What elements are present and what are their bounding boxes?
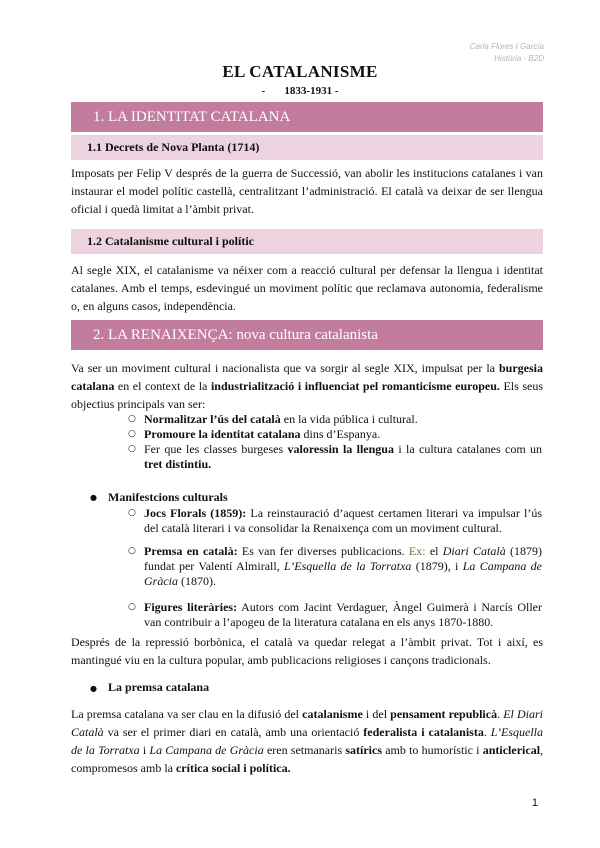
subsection-1-2-heading: 1.2 Catalanisme cultural i polític [71,229,543,254]
document-title: EL CATALANISME [222,62,378,81]
document-dates: - 1833-1931 - [261,85,339,97]
circle-bullet-icon: ○ [128,444,136,454]
objective-item: Fer que les classes burgeses valoressin la llengua i la cultura catalanes com un tret distintiu. [144,442,543,471]
section-2-heading: 2. LA RENAIXENÇA: nova cultura catalanista [71,320,543,350]
objective-item: Promoure la identitat catalana dins d’Espanya. [144,427,381,441]
manifestation-item: Premsa en català: Es van fer diverses publicacions. Ex: el Diari Català (1879) fundat per Valentí Almirall, L’Esquella de la Torratxa (1879), i La Campana de Gràcia (1870). [144,544,543,588]
bullet-dot-icon: ● [90,684,97,693]
circle-bullet-icon: ○ [128,508,136,518]
subsection-1-2-text: Al segle XIX, el catalanisme va néixer com a reacció cultural per defensar la llengua i identitat catalanes. Amb el temps, esdevingué un moviment polític que reclamava autonomia, federalisme o, en alguns casos, independència. [71,263,543,313]
bullet-dot-icon: ● [90,493,97,502]
subsection-1-1-heading: 1.1 Decrets de Nova Planta (1714) [71,135,543,160]
press-text: La premsa catalana va ser clau en la difusió del catalanisme i del pensament republicà. El Diari Català va ser el primer diari en català, amb una orientació federalista i catalanista. L’Esquella de la Torratxa i La Campana de Gràcia eren setmanaris satírics amb to humorístic i anticlerical, compromesos amb la crítica social i política. [71,707,544,775]
manifestations-label: Manifestcions culturals [108,490,228,504]
section-1-heading: 1. LA IDENTITAT CATALANA [71,102,543,132]
manifestation-item: Jocs Florals (1859): La reinstauració d’aquest certamen literari va impulsar l’ús del català literari i va consolidar la Renaixença com un moviment cultural. [144,506,543,535]
renaixenca-intro: Va ser un moviment cultural i nacionalista que va sorgir al segle XIX, impulsat per la burgesia catalana en el context de la industrialització i influenciat pel romanticisme europeu. Els seus objectius principals van ser: [71,361,544,411]
circle-bullet-icon: ○ [128,546,136,556]
objective-item: Normalitzar l’ús del català en la vida pública i cultural. [144,412,418,426]
circle-bullet-icon: ○ [128,429,136,439]
repression-text: Després de la repressió borbònica, el català va quedar relegat a l’àmbit privat. Tot i així, es mantingué viu en la cultura popular, amb publicacions religioses i cançons tradicionals. [71,635,543,667]
author-name: Carla Flores I García [469,42,544,51]
subsection-1-1-text: Imposats per Felip V després de la guerra de Successió, van abolir les institucions catalanes i van instaurar el model polític castellà, centralitzant l’administració. El català va deixar de ser llengua oficial i quedà limitat a l’àmbit privat. [71,166,543,216]
manifestation-item: Figures literàries: Autors com Jacint Verdaguer, Àngel Guimerà i Narcís Oller van contribuir a l’apogeu de la literatura catalana en els anys 1870-1880. [144,600,542,629]
circle-bullet-icon: ○ [128,414,136,424]
press-label: La premsa catalana [108,680,210,694]
page-number: 1 [531,797,538,809]
circle-bullet-icon: ○ [128,602,136,612]
course-name: Història - B2D [494,54,544,63]
